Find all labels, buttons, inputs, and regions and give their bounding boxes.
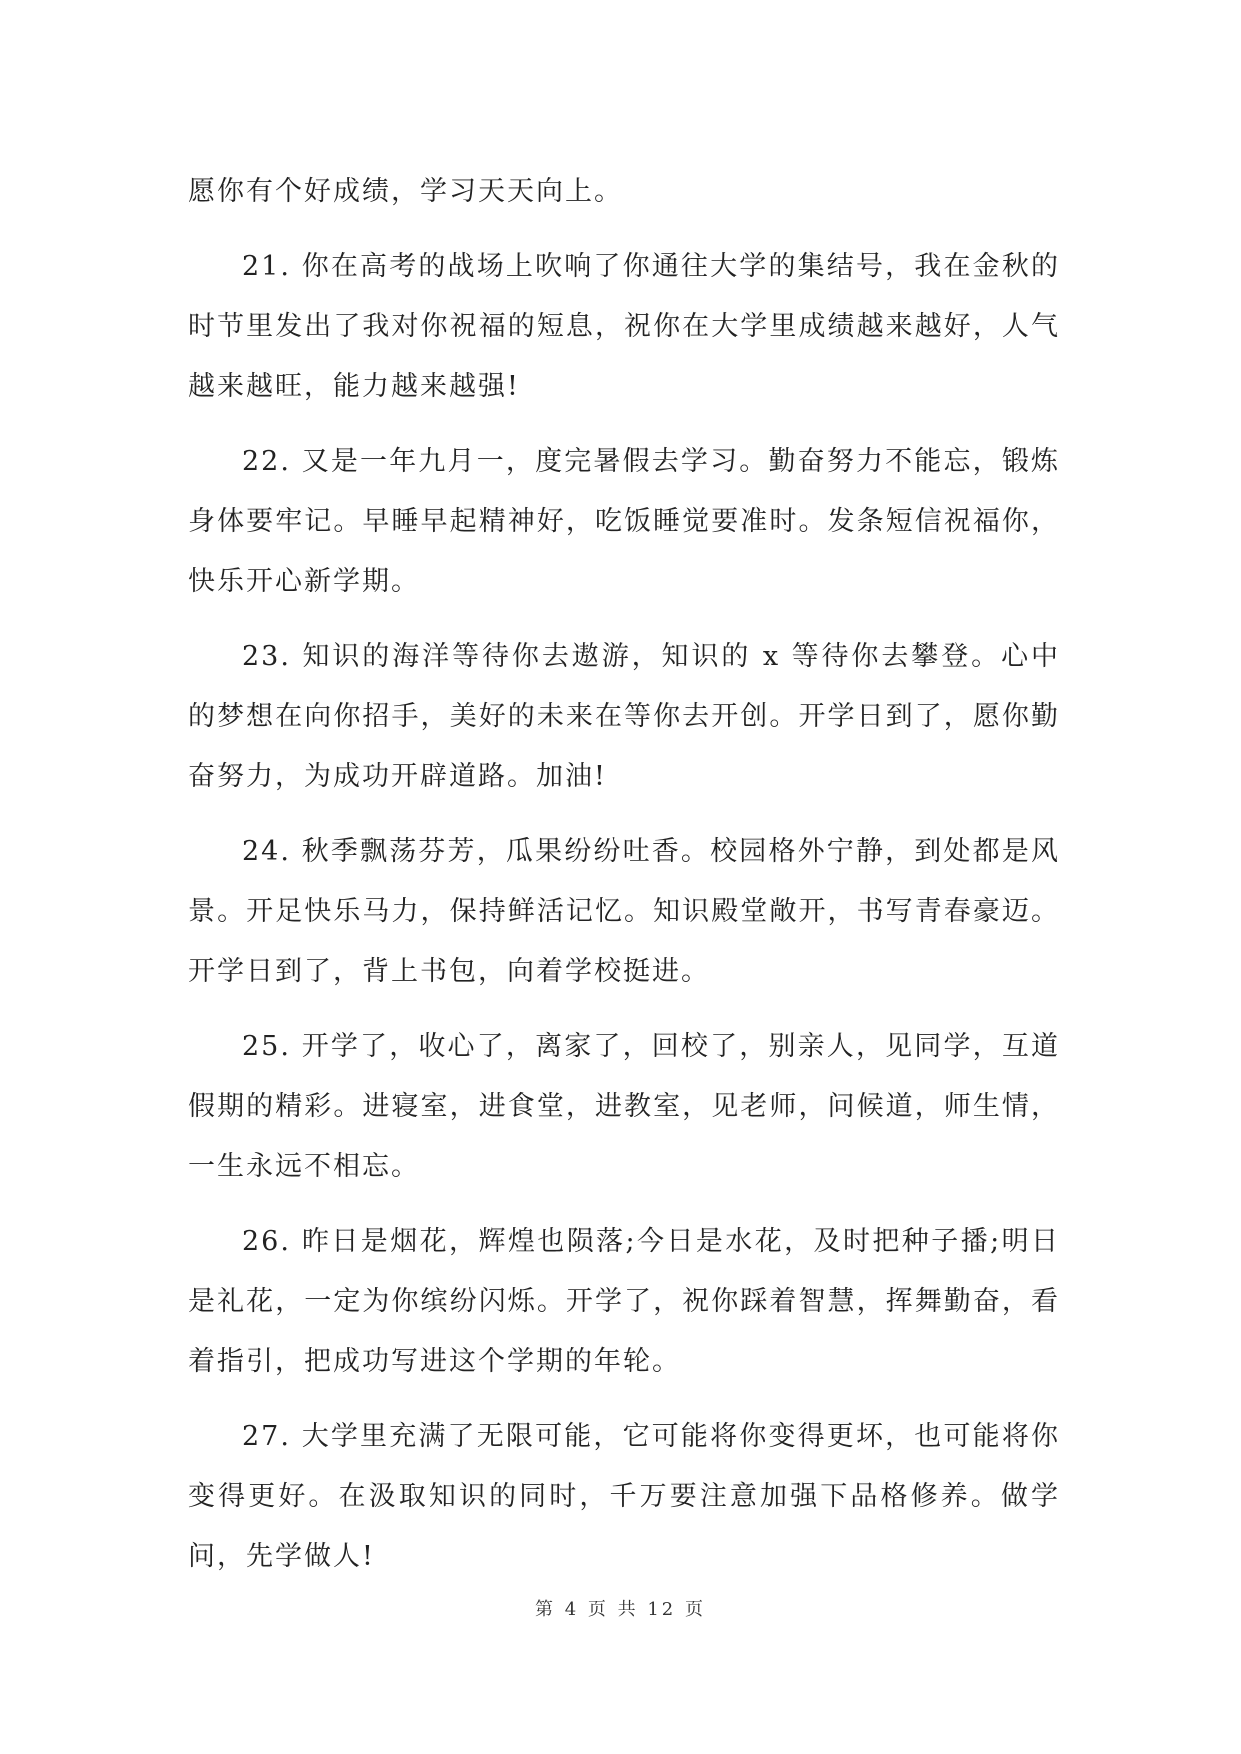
- paragraph-22: 22. 又是一年九月一，度完暑假去学习。勤奋努力不能忘，锻炼身体要牢记。早睡早起精神好，吃饭睡觉要准时。发条短信祝福你，快乐开心新学期。: [188, 446, 1060, 597]
- page-number-footer: 第 4 页 共 12 页: [535, 1599, 706, 1620]
- paragraph-25: 25. 开学了，收心了，离家了，回校了，别亲人，见同学，互道假期的精彩。进寝室，进食堂，进教室，见老师，问候道，师生情，一生永远不相忘。: [188, 1031, 1060, 1182]
- paragraph-continuation: 愿你有个好成绩，学习天天向上。: [188, 176, 623, 207]
- document-body: [188, 162, 1060, 1602]
- paragraph-27: 27. 大学里充满了无限可能，它可能将你变得更坏，也可能将你变得更好。在汲取知识的同时，千万要注意加强下品格修养。做学问，先学做人!: [188, 1421, 1060, 1572]
- paragraph-26: 26. 昨日是烟花，辉煌也陨落;今日是水花，及时把种子播;明日是礼花，一定为你缤纷闪烁。开学了，祝你踩着智慧，挥舞勤奋，看着指引，把成功写进这个学期的年轮。: [188, 1226, 1060, 1377]
- paragraph-21: 21. 你在高考的战场上吹响了你通往大学的集结号，我在金秋的时节里发出了我对你祝福的短息，祝你在大学里成绩越来越好，人气越来越旺，能力越来越强!: [188, 251, 1060, 402]
- paragraph-24: 24. 秋季飘荡芬芳，瓜果纷纷吐香。校园格外宁静，到处都是风景。开足快乐马力，保持鲜活记忆。知识殿堂敞开，书写青春豪迈。开学日到了，背上书包，向着学校挺进。: [188, 836, 1060, 987]
- paragraph-23: 23. 知识的海洋等待你去遨游，知识的 x 等待你去攀登。心中的梦想在向你招手，美好的未来在等你去开创。开学日到了，愿你勤奋努力，为成功开辟道路。加油!: [188, 641, 1060, 792]
